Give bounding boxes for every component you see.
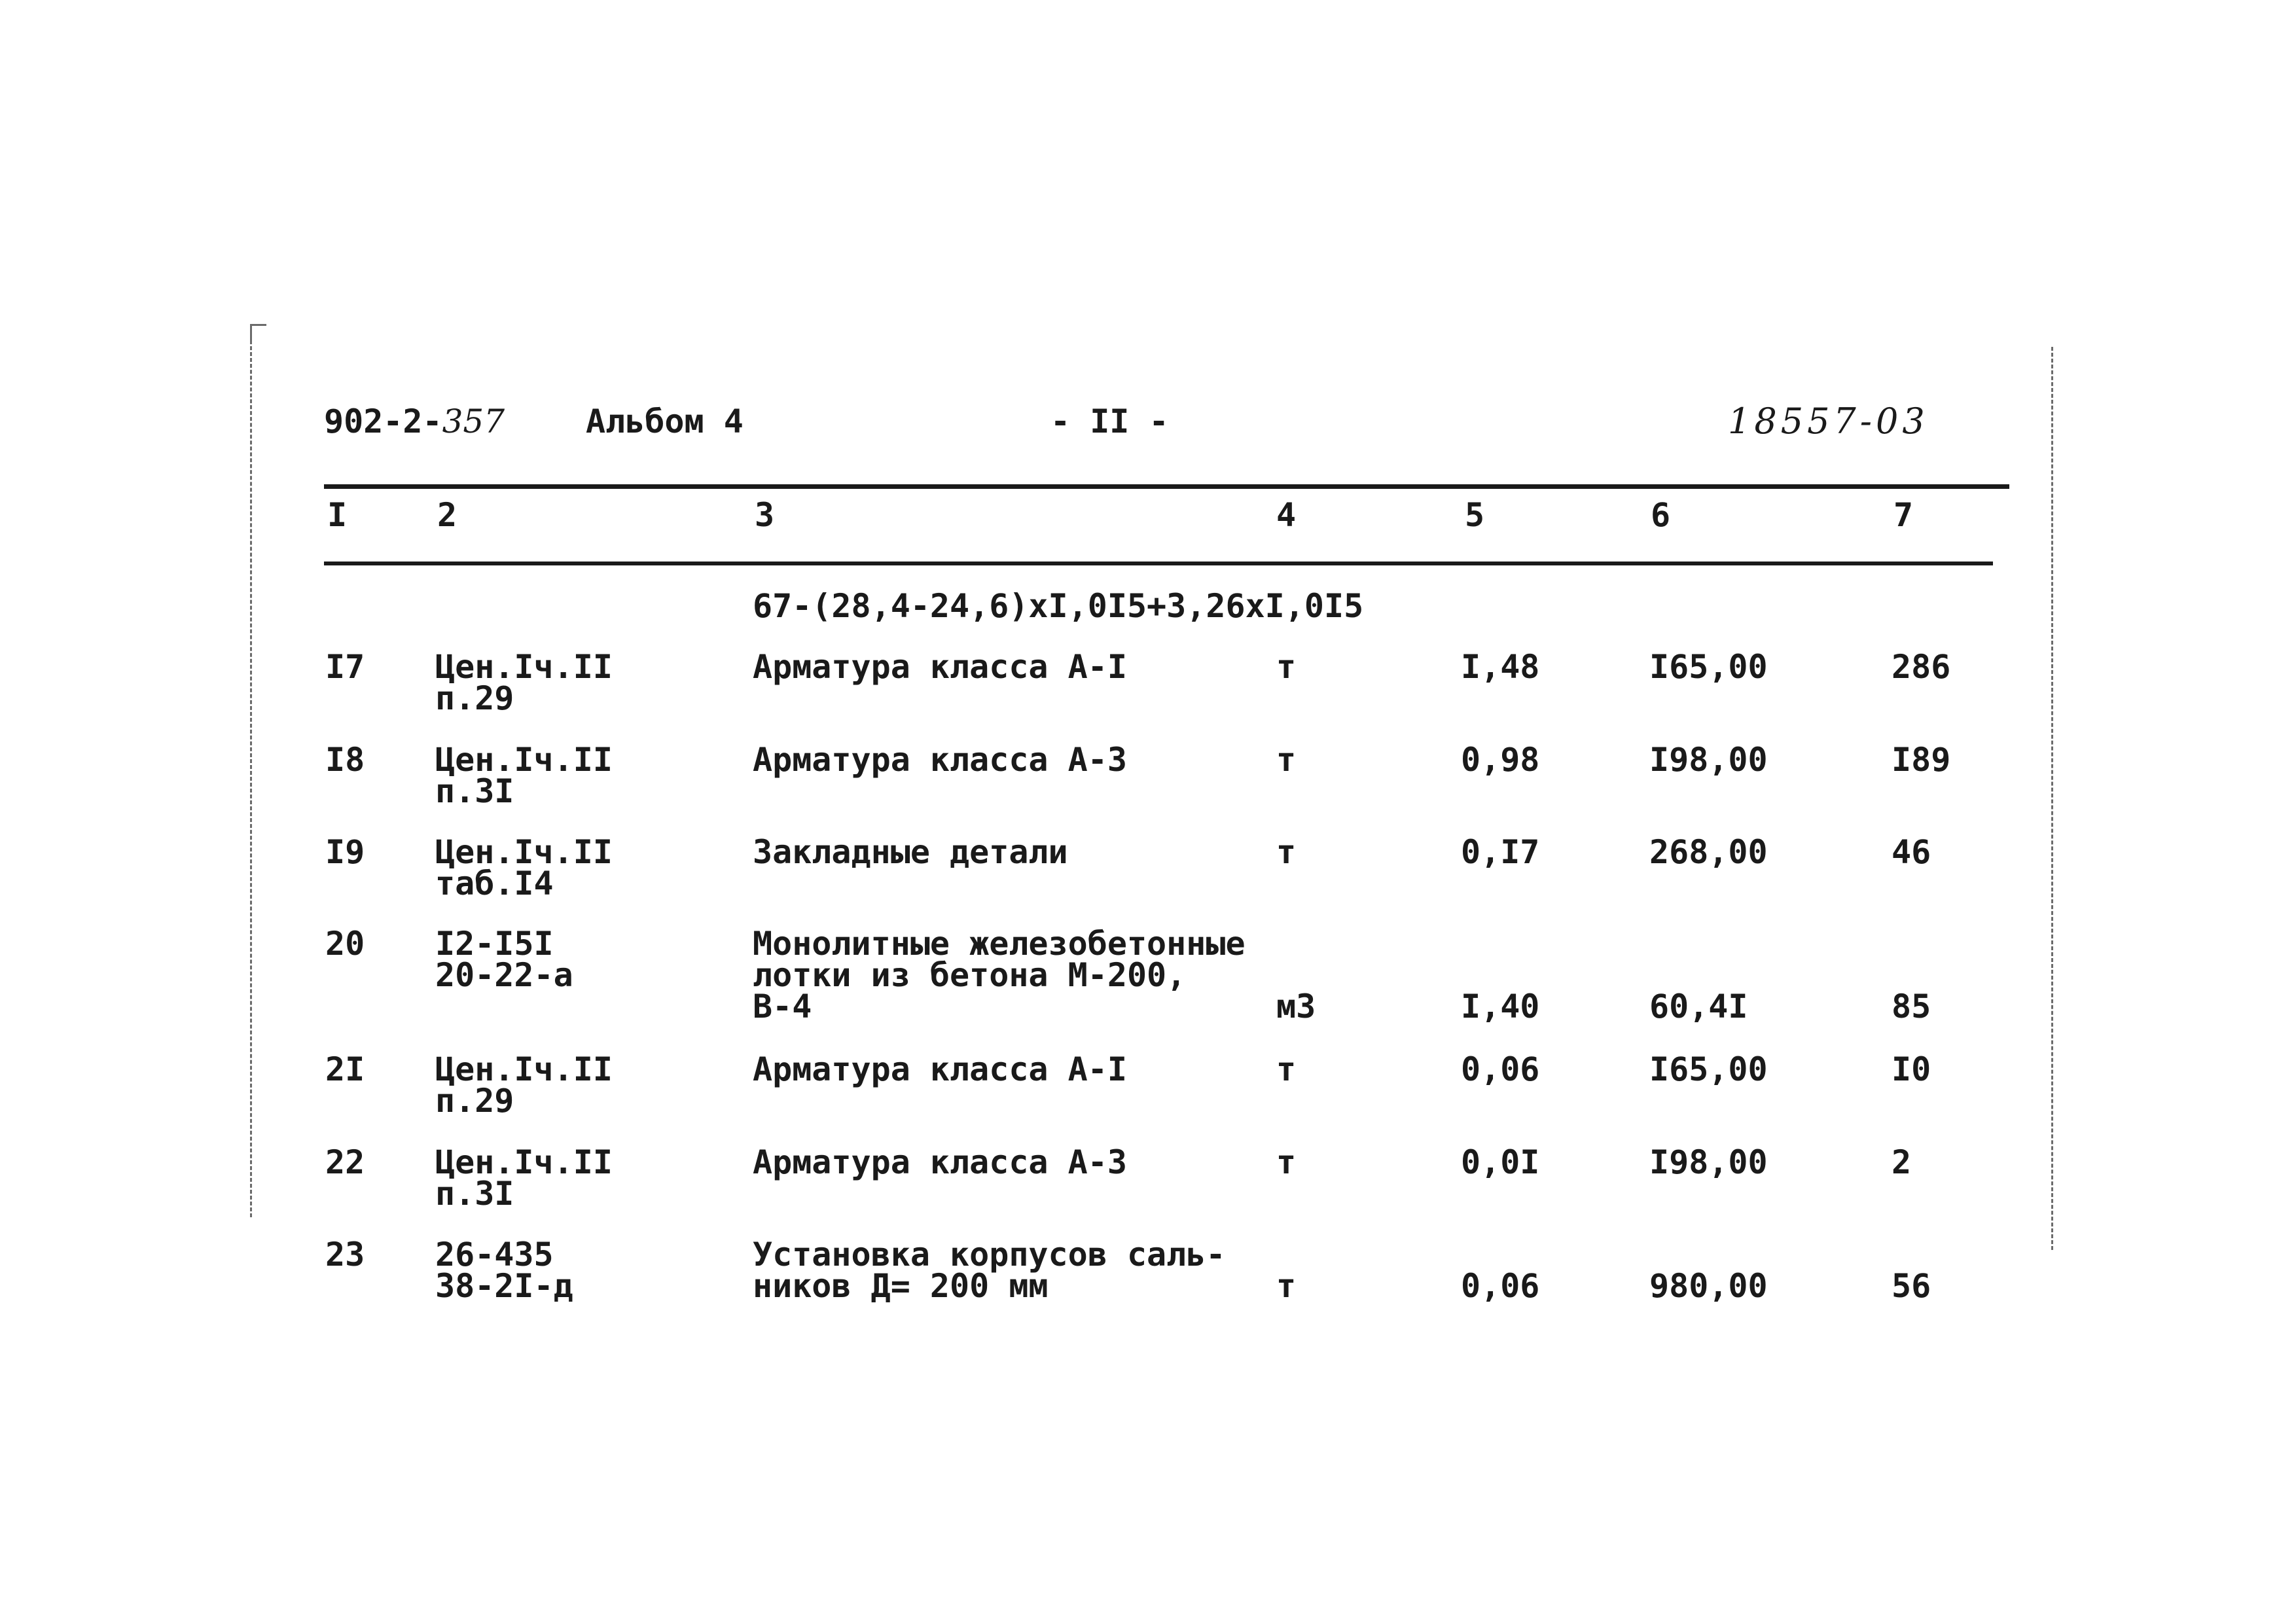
row-name: Установка корпусов саль- (753, 1236, 1226, 1274)
row-code: Цен.Iч.II (435, 741, 613, 779)
row-name: Монолитные железобетонные (753, 925, 1246, 963)
row-price: I98,00 (1649, 741, 1768, 779)
row-price: I98,00 (1649, 1143, 1768, 1181)
row-code: Цен.Iч.II (435, 833, 613, 871)
row-number: I9 (325, 833, 365, 871)
page-number: - II - (1050, 402, 1169, 440)
row-sum: 56 (1892, 1267, 1931, 1305)
row-sum: I0 (1892, 1050, 1931, 1088)
corner-crop-mark (250, 324, 266, 340)
row-code: п.29 (435, 679, 514, 717)
row-sum: 85 (1892, 988, 1931, 1026)
row-code: п.3I (435, 1175, 514, 1213)
row-unit: т (1276, 1050, 1297, 1088)
row-unit: м3 (1276, 988, 1316, 1026)
row-code: п.29 (435, 1082, 514, 1120)
row-price: I65,00 (1649, 1050, 1768, 1088)
table-top-rule (324, 484, 2009, 489)
row-name: В-4 (753, 988, 812, 1026)
row-quantity: 0,98 (1461, 741, 1540, 779)
row-price: I65,00 (1649, 648, 1768, 686)
row-sum: 2 (1892, 1143, 1912, 1181)
row-code: Цен.Iч.II (435, 648, 613, 686)
series-code: 902-2-357 (324, 402, 505, 440)
column-header-5: 5 (1465, 496, 1485, 534)
column-header-2: 2 (437, 496, 457, 534)
row-unit: т (1276, 741, 1297, 779)
row-price: 60,4I (1649, 988, 1748, 1026)
row-quantity: 0,06 (1461, 1267, 1540, 1305)
row-unit: т (1276, 1143, 1297, 1181)
row-code: таб.I4 (435, 865, 554, 902)
row-quantity: I,40 (1461, 988, 1540, 1026)
right-margin-line (2051, 347, 2053, 1250)
row-number: 23 (325, 1236, 365, 1274)
row-quantity: 0,0I (1461, 1143, 1540, 1181)
row-unit: т (1276, 648, 1297, 686)
row-name: лотки из бетона М-200, (753, 956, 1187, 994)
column-header-7: 7 (1893, 496, 1914, 534)
row-number: 2I (325, 1050, 365, 1088)
row-code: Цен.Iч.II (435, 1143, 613, 1181)
row-number: I8 (325, 741, 365, 779)
formula-line: 67-(28,4-24,6)xI,0I5+3,26xI,0I5 (753, 587, 1364, 625)
document-number: 18557-03 (1728, 401, 1929, 442)
row-unit: т (1276, 1267, 1297, 1305)
row-name: Арматура класса А-3 (753, 1143, 1127, 1181)
row-price: 980,00 (1649, 1267, 1768, 1305)
row-code: 38-2I-д (435, 1267, 573, 1305)
row-number: I7 (325, 648, 365, 686)
row-price: 268,00 (1649, 833, 1768, 871)
row-number: 22 (325, 1143, 365, 1181)
column-header-3: 3 (755, 496, 775, 534)
album-label: Альбом 4 (586, 402, 744, 440)
row-name: Закладные детали (753, 833, 1068, 871)
row-code: Цен.Iч.II (435, 1050, 613, 1088)
row-quantity: 0,I7 (1461, 833, 1540, 871)
row-code: п.3I (435, 772, 514, 810)
row-name: Арматура класса А-I (753, 648, 1127, 686)
row-sum: 46 (1892, 833, 1931, 871)
row-code: I2-I5I (435, 925, 554, 963)
left-margin-line (250, 340, 252, 1217)
row-name: ников Д= 200 мм (753, 1267, 1049, 1305)
row-number: 20 (325, 925, 365, 963)
table-header-rule (324, 562, 1993, 565)
row-sum: I89 (1892, 741, 1951, 779)
row-sum: 286 (1892, 648, 1951, 686)
row-code: 26-435 (435, 1236, 554, 1274)
column-header-6: 6 (1651, 496, 1671, 534)
row-name: Арматура класса А-3 (753, 741, 1127, 779)
row-code: 20-22-а (435, 956, 573, 994)
row-quantity: I,48 (1461, 648, 1540, 686)
column-header-1: I (327, 496, 348, 534)
row-name: Арматура класса А-I (753, 1050, 1127, 1088)
column-header-4: 4 (1276, 496, 1297, 534)
row-unit: т (1276, 833, 1297, 871)
row-quantity: 0,06 (1461, 1050, 1540, 1088)
